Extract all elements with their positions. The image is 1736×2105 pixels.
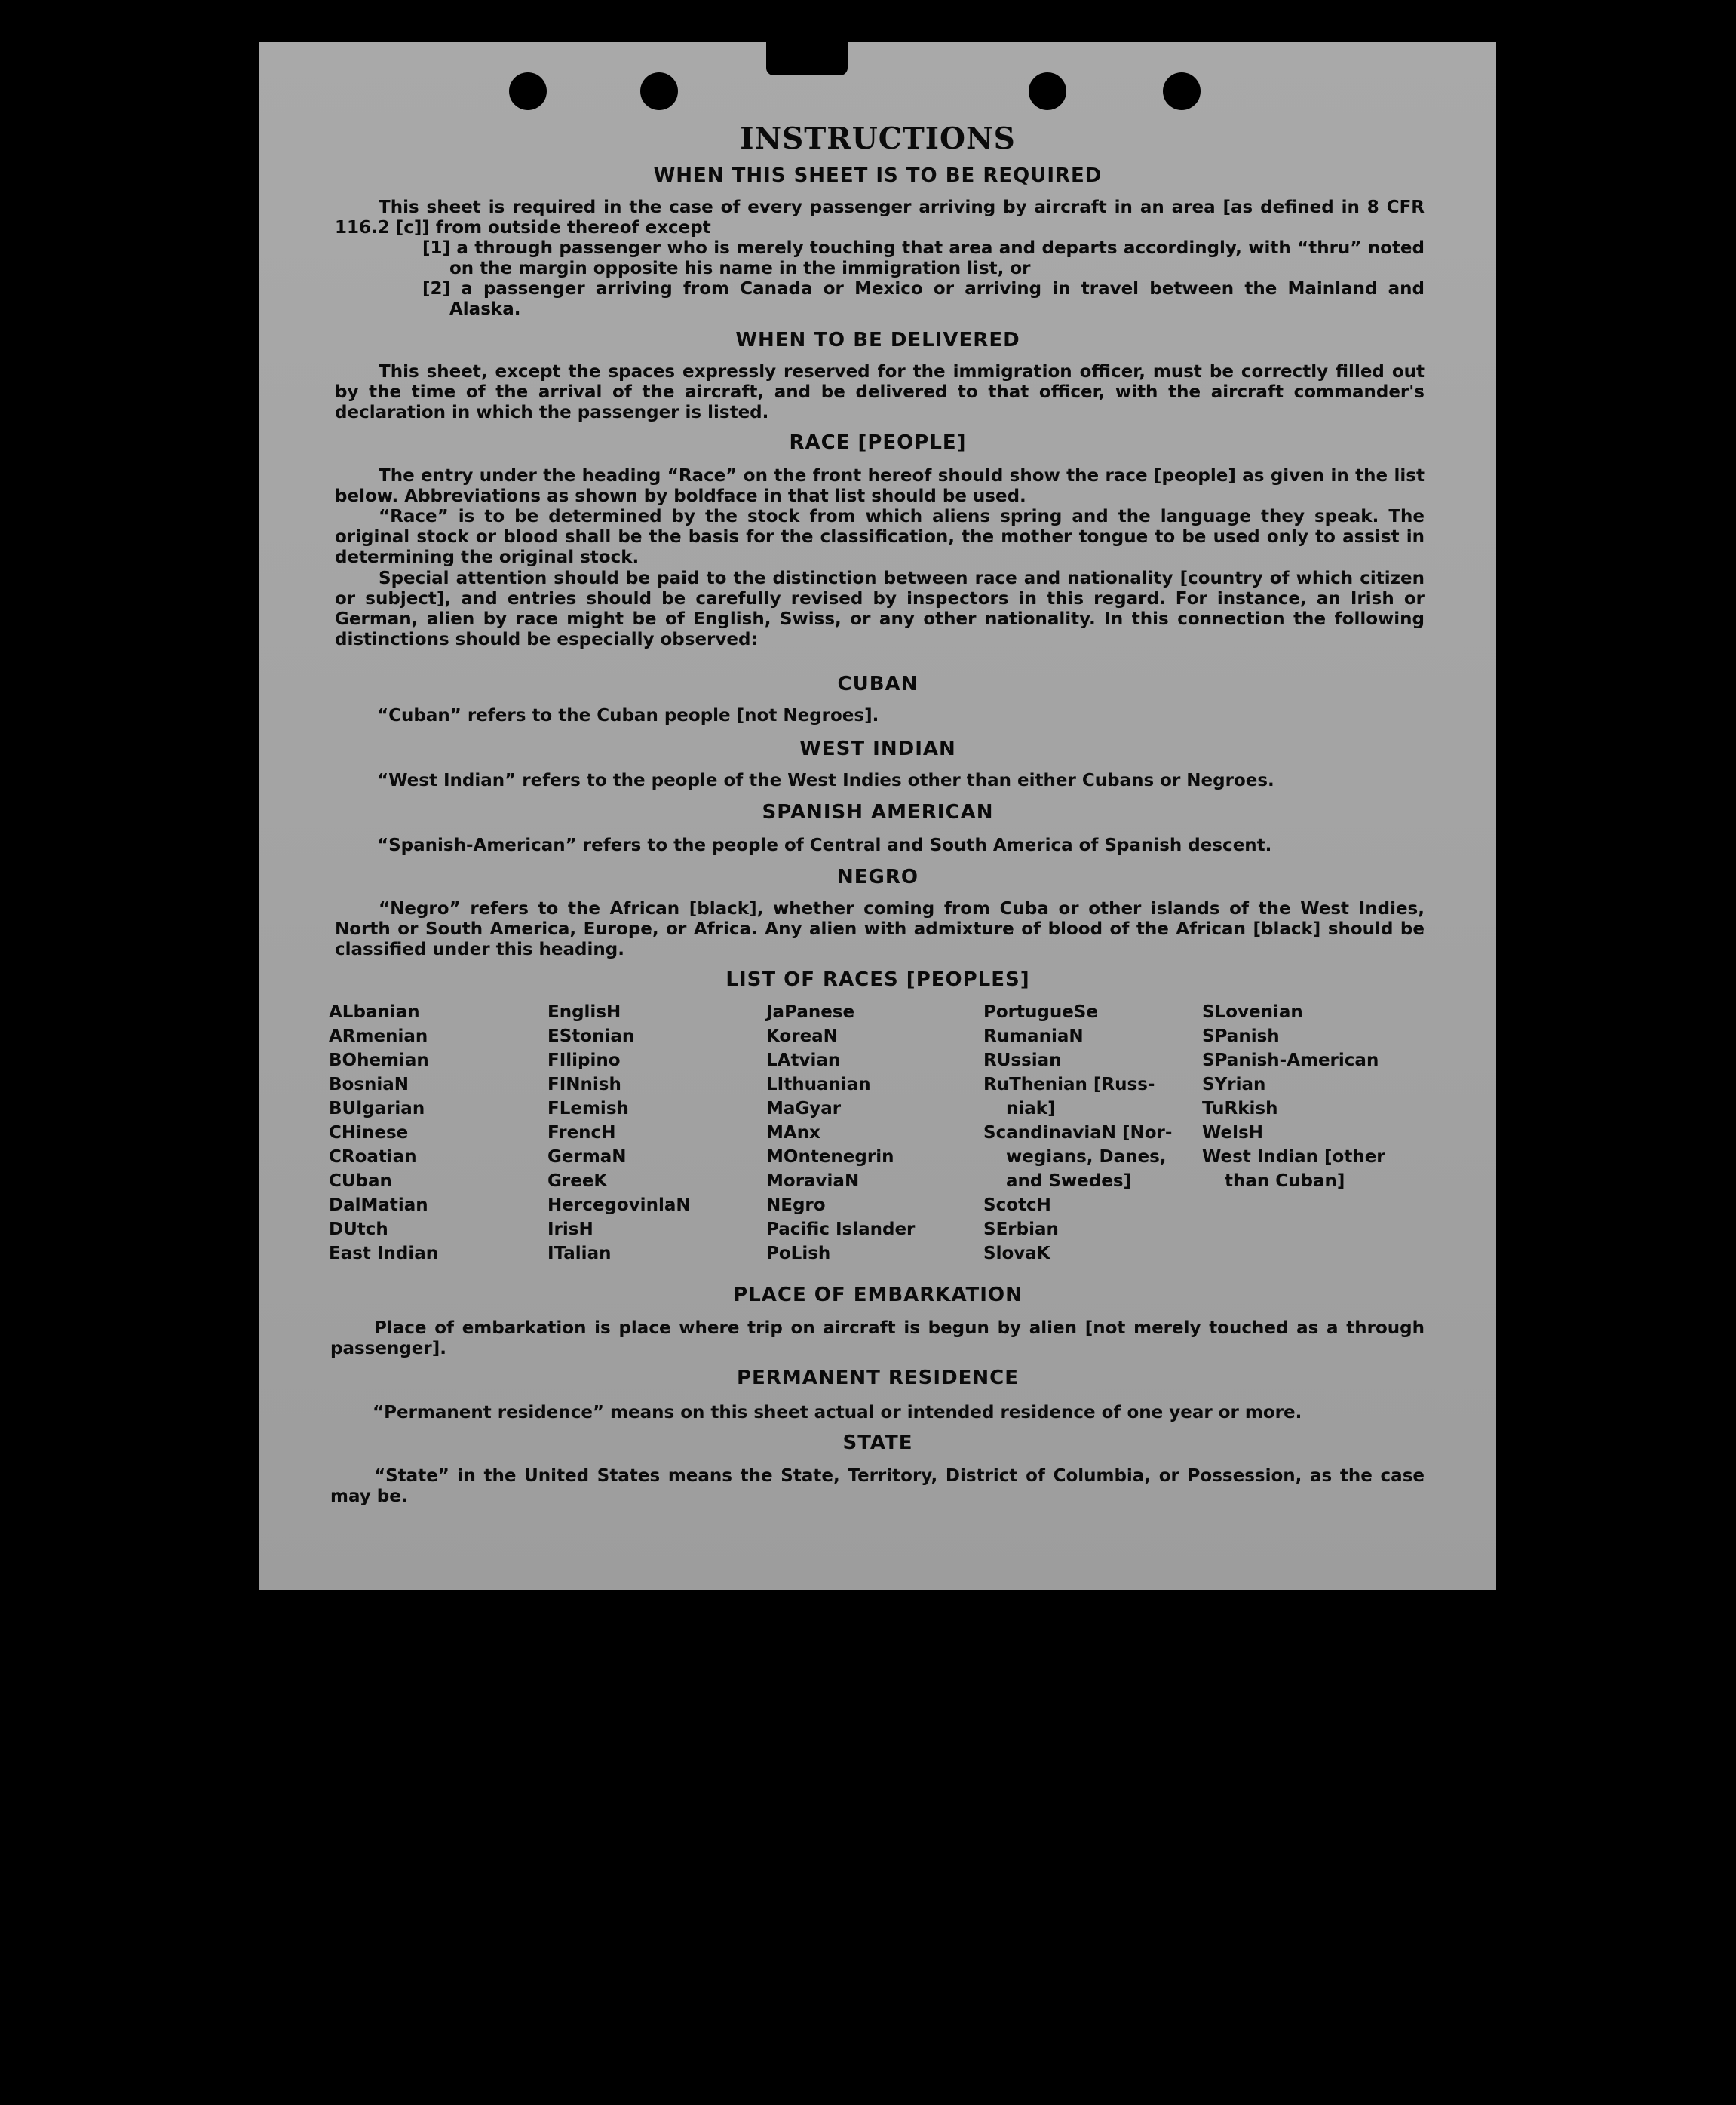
race-item: GreeK [547,1171,608,1191]
race-item: RuThenian [Russ- [983,1075,1155,1094]
race-item: BOhemian [329,1051,429,1070]
required-item-2: [2] a passenger arriving from Canada or Mexico or arriving in travel between the Mainland and Alaska. [422,279,1425,319]
race-item: RumaniaN [983,1026,1084,1046]
race-item: JaPanese [766,1002,855,1022]
race-item: ScandinaviaN [Nor- [983,1123,1173,1143]
punch-hole [1029,72,1066,110]
race-item: LAtvian [766,1051,841,1070]
heading-negro: NEGRO [837,866,919,888]
races-column-3 [766,1000,985,1266]
race-item: SLovenian [1202,1002,1303,1022]
heading-when-required: WHEN THIS SHEET IS TO BE REQUIRED [653,164,1103,187]
race-item: GermaN [547,1147,627,1167]
heading-state: STATE [842,1431,913,1454]
heading-cuban: CUBAN [837,673,919,695]
race-item: and Swedes] [1006,1171,1132,1191]
race-item: PoLish [766,1244,831,1263]
race-item: IrisH [547,1220,593,1239]
race-paragraph-3: Special attention should be paid to the distinction between race and nationality [country of which citizen or subject], and entries should be carefully revised by inspectors in this regard. For instance, an Irish or German, alien by race might be of English, Swiss, or any other nationality. In this connection the following distinctions should be especially observed: [335,569,1425,649]
race-item: FrencH [547,1123,616,1143]
race-item: FIlipino [547,1051,621,1070]
document-page [259,42,1496,1590]
delivered-text: This sheet, except the spaces expressly reserved for the immigration officer, must be correctly filled out by the time of the arrival of the aircraft, and be delivered to that officer, with the aircraft commander's declaration in which the passenger is listed. [335,362,1425,422]
race-paragraph-1: The entry under the heading “Race” on the front hereof should show the race [people] as given in the list below. Abbreviations as shown by boldface in that list should be used. [335,466,1425,506]
race-item: EnglisH [547,1002,621,1022]
cuban-text: “Cuban” refers to the Cuban people [not Negroes]. [377,706,879,726]
race-item: LIthuanian [766,1075,871,1094]
race-item: SlovaK [983,1244,1050,1263]
race-item: MaGyar [766,1099,842,1118]
race-item: CRoatian [329,1147,417,1167]
heading-list-of-races: LIST OF RACES [PEOPLES] [725,968,1030,991]
race-item: SPanish [1202,1026,1280,1046]
race-item: Pacific Islander [766,1220,916,1239]
race-item: NEgro [766,1195,826,1215]
spanish-american-text: “Spanish-American” refers to the people of Central and South America of Spanish descent. [377,836,1272,855]
top-notch [766,42,848,75]
heading-race: RACE [PEOPLE] [789,431,967,454]
race-item: SPanish-American [1202,1051,1379,1070]
race-item: ALbanian [329,1002,420,1022]
race-item: MOntenegrin [766,1147,894,1167]
punch-hole [509,72,547,110]
heading-when-delivered: WHEN TO BE DELIVERED [735,329,1020,351]
required-intro: This sheet is required in the case of every passenger arriving by aircraft in an area [as defined in 8 CFR 116.2 [c]] from outside thereof except [335,198,1425,238]
race-item: MAnx [766,1123,820,1143]
race-item: FINnish [547,1075,621,1094]
race-item: DalMatian [329,1195,428,1215]
race-item: DUtch [329,1220,388,1239]
punch-hole [640,72,678,110]
race-item: BUlgarian [329,1099,425,1118]
heading-place-of-embarkation: PLACE OF EMBARKATION [733,1284,1023,1306]
races-column-4 [983,1000,1202,1266]
race-item: niak] [1006,1099,1056,1118]
state-text: “State” in the United States means the State, Territory, District of Columbia, or Possession, as the case may be. [330,1466,1425,1506]
race-item: SErbian [983,1220,1059,1239]
race-item: FLemish [547,1099,629,1118]
race-item: KoreaN [766,1026,838,1046]
race-item: ITalian [547,1244,612,1263]
race-item: PortugueSe [983,1002,1098,1022]
embarkation-text: Place of embarkation is place where trip on aircraft is begun by alien [not merely touched as a through passenger]. [330,1318,1425,1358]
heading-permanent-residence: PERMANENT RESIDENCE [736,1367,1020,1389]
races-column-1 [329,1000,547,1266]
race-item: BosniaN [329,1075,409,1094]
race-item: CUban [329,1171,392,1191]
races-column-5 [1202,1000,1421,1193]
heading-spanish-american: SPANISH AMERICAN [762,801,994,824]
race-item: SYrian [1202,1075,1266,1094]
race-item: EStonian [547,1026,635,1046]
race-item: ScotcH [983,1195,1051,1215]
races-list [329,1000,1475,1317]
race-item: MoraviaN [766,1171,860,1191]
race-item: TuRkish [1202,1099,1278,1118]
punch-hole [1163,72,1201,110]
heading-west-indian: WEST INDIAN [799,738,956,760]
negro-text: “Negro” refers to the African [black], whether coming from Cuba or other islands of the West Indies, North or South America, Europe, or Africa. Any alien with admixture of blood of the African [black] should be classified under this heading. [335,899,1425,959]
west-indian-text: “West Indian” refers to the people of the West Indies other than either Cubans or Negroes. [377,771,1274,790]
race-item: CHinese [329,1123,409,1143]
race-item: than Cuban] [1225,1171,1345,1191]
residence-text: “Permanent residence” means on this sheet actual or intended residence of one year or more. [373,1403,1302,1422]
page-title: INSTRUCTIONS [740,121,1016,156]
race-item: East Indian [329,1244,439,1263]
races-column-2 [547,1000,766,1266]
race-item: West Indian [other [1202,1147,1385,1167]
race-item: HercegovinlaN [547,1195,691,1215]
race-paragraph-2: “Race” is to be determined by the stock from which aliens spring and the language they speak. The original stock or blood shall be the basis for the classification, the mother tongue to be used only to assist in determining the original stock. [335,507,1425,567]
race-item: WelsH [1202,1123,1263,1143]
required-item-1: [1] a through passenger who is merely touching that area and departs accordingly, with “thru” noted on the margin opposite his name in the immigration list, or [422,238,1425,278]
race-item: wegians, Danes, [1006,1147,1167,1167]
race-item: RUssian [983,1051,1062,1070]
race-item: ARmenian [329,1026,428,1046]
